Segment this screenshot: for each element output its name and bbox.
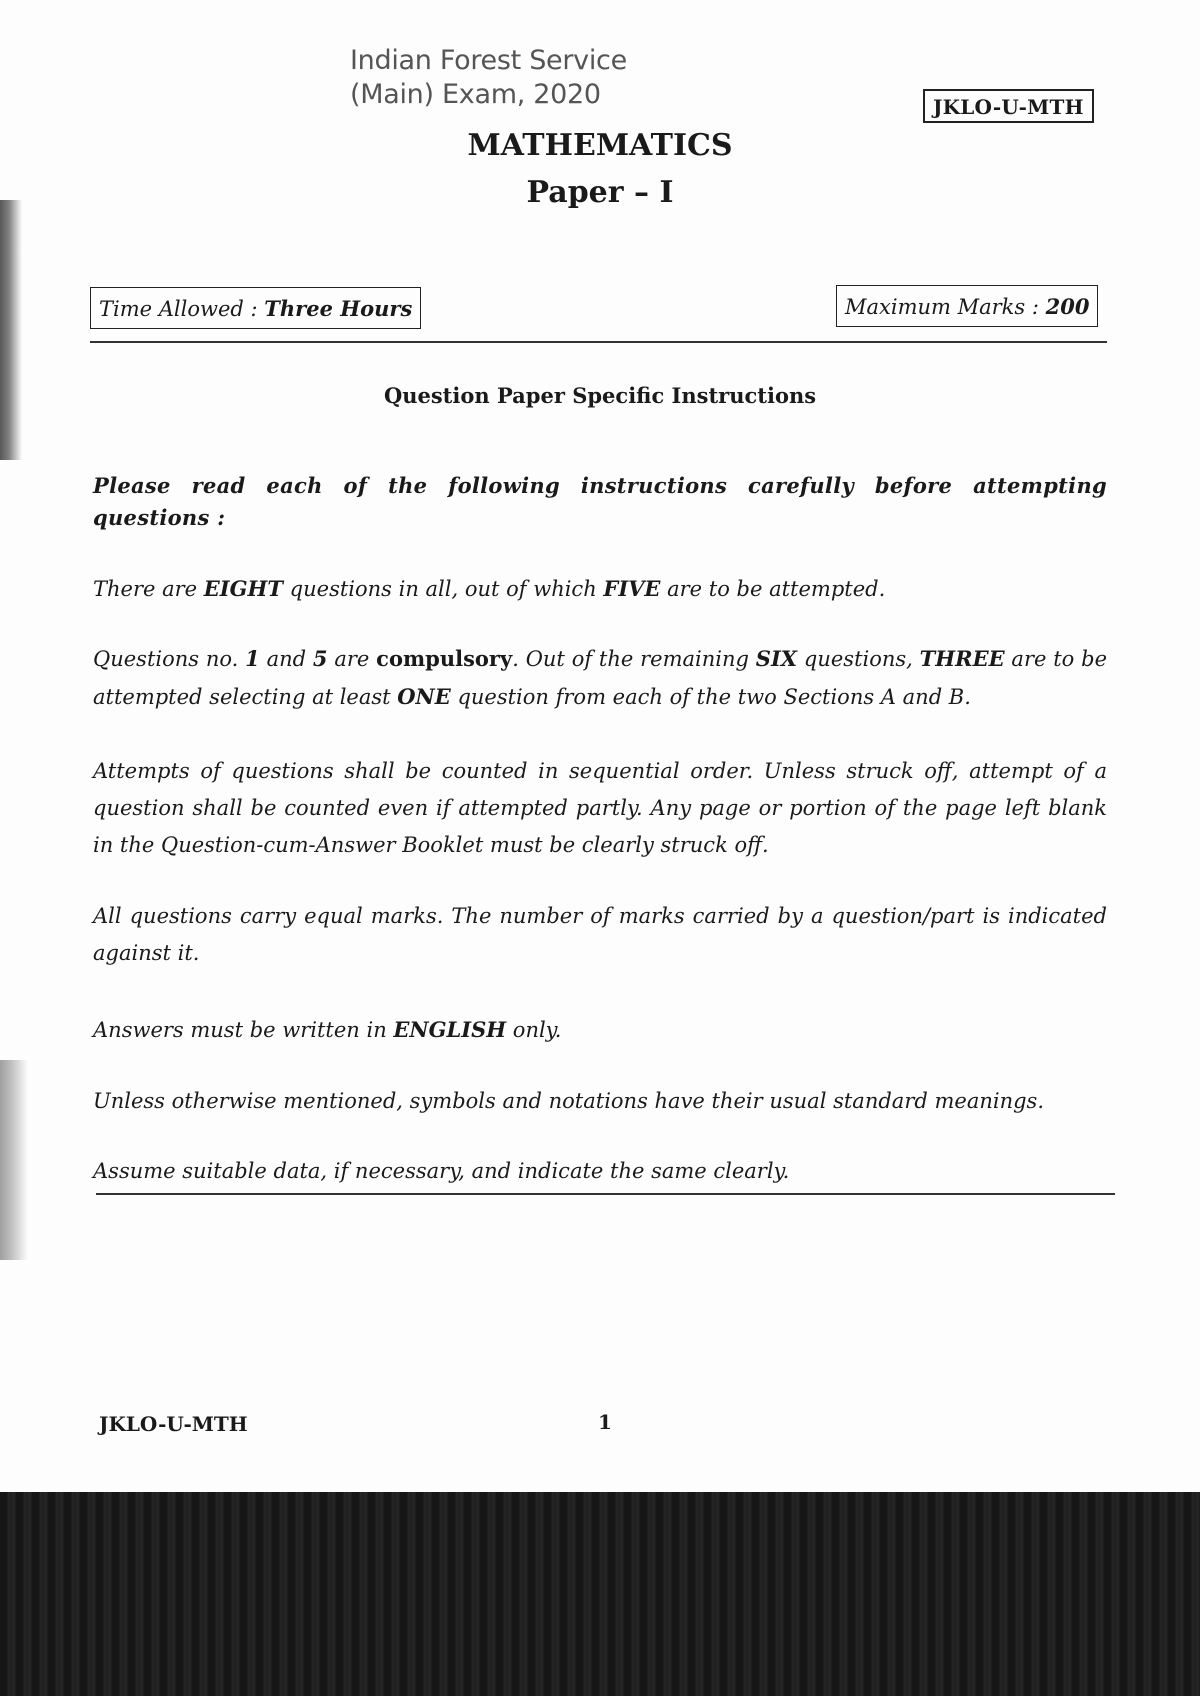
emphasis: 5 (312, 646, 328, 671)
emphasis: 1 (245, 646, 260, 671)
instruction-item: Assume suitable data, if necessary, and indicate the same clearly. (93, 1159, 790, 1183)
text: Questions no. (93, 647, 246, 671)
subject-title: MATHEMATICS (467, 128, 733, 163)
page-number: 1 (598, 1410, 612, 1434)
emphasis: compulsory (376, 646, 513, 671)
instructions-divider (96, 1193, 1115, 1195)
text: . Out of the remaining (512, 647, 756, 671)
emphasis: ENGLISH (393, 1017, 507, 1042)
header-divider (90, 341, 1107, 343)
time-allowed-box (90, 287, 421, 329)
instructions-heading: Question Paper Specific Instructions (383, 383, 817, 408)
instruction-item (93, 640, 1107, 716)
text: There are (93, 577, 204, 601)
marks-value: 200 (1045, 294, 1090, 319)
paper-title: Paper – I (526, 175, 674, 210)
text: are to be attempted. (660, 577, 886, 601)
scan-shadow (0, 1060, 28, 1260)
text: are to be attempted selecting at least (93, 647, 1107, 709)
stamp-line-2: (Main) Exam, 2020 (350, 79, 601, 110)
paper-code-box: JKLO-U-MTH (923, 89, 1094, 123)
instruction-item (93, 1011, 1107, 1049)
scan-shadow (0, 200, 22, 460)
text: Answers must be written in (93, 1018, 394, 1042)
text: questions, (797, 647, 920, 671)
stamp-line-1: Indian Forest Service (350, 45, 627, 76)
text: questions in all, out of which (283, 577, 604, 601)
emphasis: EIGHT (203, 576, 283, 601)
text: question from each of the two Sections A and B. (450, 685, 971, 709)
text: are (327, 647, 377, 671)
instruction-item: Unless otherwise mentioned, symbols and notations have their usual standard meanings. (93, 1089, 1044, 1113)
instruction-item: Attempts of questions shall be counted in sequential order. Unless struck off, attempt of a question shall be counted even if attempted partly. Any page or portion of the page left blank in the Question-cum-Answer Booklet must be clearly struck off. (93, 759, 1107, 857)
text: and (259, 647, 313, 671)
maximum-marks-box (836, 285, 1098, 327)
marks-label: Maximum Marks : (845, 295, 1046, 319)
instructions-intro: Please read each of the following instructions carefully before attempting questions : (93, 473, 1107, 530)
instruction-item (93, 570, 1107, 608)
footer-paper-code: JKLO-U-MTH (99, 1412, 248, 1436)
time-label: Time Allowed : (99, 297, 265, 321)
exam-stamp (350, 44, 627, 112)
time-value: Three Hours (264, 296, 413, 321)
emphasis: SIX (755, 646, 798, 671)
instruction-item: All questions carry equal marks. The number of marks carried by a question/part is indicated against it. (93, 904, 1107, 965)
emphasis: THREE (919, 646, 1005, 671)
emphasis: FIVE (603, 576, 661, 601)
text: only. (506, 1018, 562, 1042)
emphasis: ONE (397, 684, 451, 709)
scan-background (0, 1492, 1200, 1696)
